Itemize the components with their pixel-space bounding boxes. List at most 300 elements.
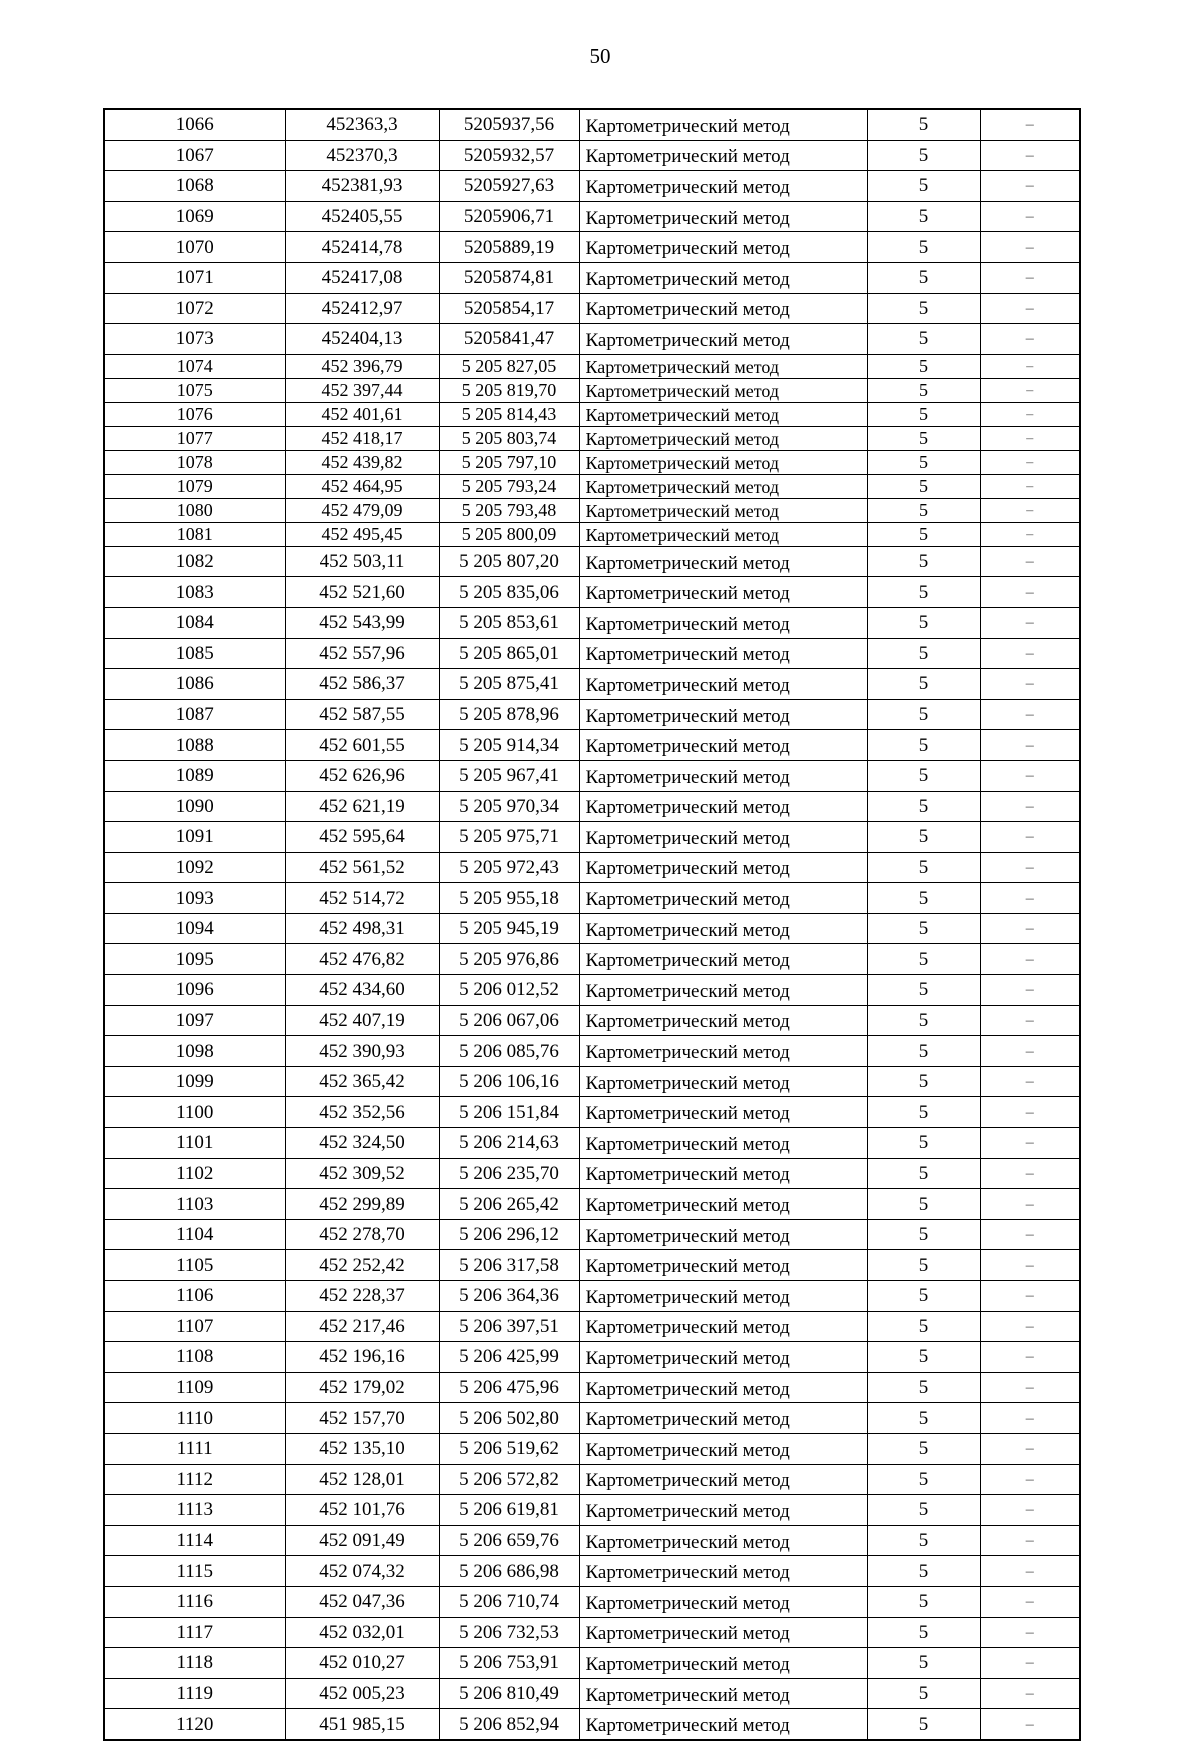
method-cell: Картометрический метод [579,1158,867,1189]
description-cell: – [980,1128,1080,1159]
point-number-cell: 1077 [104,426,285,450]
method-cell: Картометрический метод [579,1250,867,1281]
y-coordinate-cell: 5 205 803,74 [439,426,579,450]
table-row [104,1036,1080,1067]
y-coordinate-cell: 5 205 875,41 [439,669,579,700]
x-coordinate-cell: 452 299,89 [285,1189,439,1220]
y-coordinate-cell: 5 205 975,71 [439,822,579,853]
x-coordinate-cell: 452404,13 [285,324,439,355]
description-cell: – [980,1158,1080,1189]
y-coordinate-cell: 5 205 853,61 [439,607,579,638]
x-coordinate-cell: 452 365,42 [285,1066,439,1097]
method-cell: Картометрический метод [579,1311,867,1342]
x-coordinate-cell: 452 521,60 [285,577,439,608]
description-cell: – [980,498,1080,522]
point-number-cell: 1110 [104,1403,285,1434]
point-number-cell: 1073 [104,324,285,355]
precision-cell: 5 [867,1372,980,1403]
method-cell: Картометрический метод [579,1586,867,1617]
x-coordinate-cell: 452 418,17 [285,426,439,450]
table-row [104,1128,1080,1159]
precision-cell: 5 [867,1495,980,1526]
y-coordinate-cell: 5 206 085,76 [439,1036,579,1067]
description-cell: – [980,1097,1080,1128]
table-row [104,1066,1080,1097]
y-coordinate-cell: 5 206 067,06 [439,1005,579,1036]
method-cell: Картометрический метод [579,1648,867,1679]
y-coordinate-cell: 5 206 397,51 [439,1311,579,1342]
method-cell: Картометрический метод [579,944,867,975]
point-number-cell: 1066 [104,109,285,140]
method-cell: Картометрический метод [579,546,867,577]
description-cell: – [980,944,1080,975]
x-coordinate-cell: 452 074,32 [285,1556,439,1587]
point-number-cell: 1116 [104,1586,285,1617]
method-cell: Картометрический метод [579,1709,867,1740]
description-cell: – [980,1219,1080,1250]
table-row [104,1586,1080,1617]
method-cell: Картометрический метод [579,1433,867,1464]
precision-cell: 5 [867,378,980,402]
point-number-cell: 1118 [104,1648,285,1679]
point-number-cell: 1113 [104,1495,285,1526]
table-row [104,1617,1080,1648]
point-number-cell: 1075 [104,378,285,402]
precision-cell: 5 [867,1005,980,1036]
method-cell: Картометрический метод [579,730,867,761]
y-coordinate-cell: 5 205 976,86 [439,944,579,975]
method-cell: Картометрический метод [579,1036,867,1067]
x-coordinate-cell: 452 047,36 [285,1586,439,1617]
table-row [104,1556,1080,1587]
method-cell: Картометрический метод [579,1525,867,1556]
table-row [104,1158,1080,1189]
precision-cell: 5 [867,474,980,498]
y-coordinate-cell: 5205874,81 [439,262,579,293]
y-coordinate-cell: 5 206 265,42 [439,1189,579,1220]
method-cell: Картометрический метод [579,262,867,293]
table-row [104,140,1080,171]
precision-cell: 5 [867,324,980,355]
description-cell: – [980,852,1080,883]
x-coordinate-cell: 452 101,76 [285,1495,439,1526]
method-cell: Картометрический метод [579,975,867,1006]
table-row [104,944,1080,975]
method-cell: Картометрический метод [579,1128,867,1159]
x-coordinate-cell: 452 128,01 [285,1464,439,1495]
description-cell: – [980,1311,1080,1342]
method-cell: Картометрический метод [579,171,867,202]
x-coordinate-cell: 452 352,56 [285,1097,439,1128]
y-coordinate-cell: 5 205 793,24 [439,474,579,498]
description-cell: – [980,1005,1080,1036]
table-row [104,822,1080,853]
x-coordinate-cell: 452 495,45 [285,522,439,546]
point-number-cell: 1107 [104,1311,285,1342]
precision-cell: 5 [867,1281,980,1312]
description-cell: – [980,791,1080,822]
y-coordinate-cell: 5 206 502,80 [439,1403,579,1434]
description-cell: – [980,699,1080,730]
method-cell: Картометрический метод [579,669,867,700]
table-row [104,1311,1080,1342]
y-coordinate-cell: 5 205 814,43 [439,402,579,426]
precision-cell: 5 [867,546,980,577]
precision-cell: 5 [867,913,980,944]
x-coordinate-cell: 452 179,02 [285,1372,439,1403]
y-coordinate-cell: 5 206 659,76 [439,1525,579,1556]
y-coordinate-cell: 5 206 296,12 [439,1219,579,1250]
precision-cell: 5 [867,293,980,324]
description-cell: – [980,1036,1080,1067]
method-cell: Картометрический метод [579,324,867,355]
y-coordinate-cell: 5 205 793,48 [439,498,579,522]
point-number-cell: 1112 [104,1464,285,1495]
point-number-cell: 1094 [104,913,285,944]
method-cell: Картометрический метод [579,522,867,546]
table-row [104,1097,1080,1128]
x-coordinate-cell: 452 390,93 [285,1036,439,1067]
precision-cell: 5 [867,402,980,426]
method-cell: Картометрический метод [579,1678,867,1709]
x-coordinate-cell: 452 514,72 [285,883,439,914]
x-coordinate-cell: 452 626,96 [285,760,439,791]
precision-cell: 5 [867,1617,980,1648]
point-number-cell: 1114 [104,1525,285,1556]
method-cell: Картометрический метод [579,883,867,914]
method-cell: Картометрический метод [579,1005,867,1036]
point-number-cell: 1097 [104,1005,285,1036]
method-cell: Картометрический метод [579,402,867,426]
table-row [104,232,1080,263]
y-coordinate-cell: 5 205 800,09 [439,522,579,546]
table-row [104,669,1080,700]
description-cell: – [980,1464,1080,1495]
table-row [104,450,1080,474]
point-number-cell: 1082 [104,546,285,577]
x-coordinate-cell: 452 396,79 [285,354,439,378]
description-cell: – [980,1495,1080,1526]
precision-cell: 5 [867,1433,980,1464]
description-cell: – [980,822,1080,853]
point-number-cell: 1084 [104,607,285,638]
point-number-cell: 1100 [104,1097,285,1128]
precision-cell: 5 [867,975,980,1006]
point-number-cell: 1079 [104,474,285,498]
x-coordinate-cell: 452 479,09 [285,498,439,522]
precision-cell: 5 [867,1097,980,1128]
method-cell: Картометрический метод [579,607,867,638]
x-coordinate-cell: 452363,3 [285,109,439,140]
y-coordinate-cell: 5 206 425,99 [439,1342,579,1373]
table-row [104,1464,1080,1495]
table-row [104,1189,1080,1220]
point-number-cell: 1103 [104,1189,285,1220]
y-coordinate-cell: 5 205 827,05 [439,354,579,378]
x-coordinate-cell: 451 985,15 [285,1709,439,1740]
precision-cell: 5 [867,1403,980,1434]
method-cell: Картометрический метод [579,201,867,232]
description-cell: – [980,262,1080,293]
method-cell: Картометрический метод [579,1097,867,1128]
precision-cell: 5 [867,1311,980,1342]
precision-cell: 5 [867,426,980,450]
table-row [104,1342,1080,1373]
y-coordinate-cell: 5 205 945,19 [439,913,579,944]
point-number-cell: 1096 [104,975,285,1006]
precision-cell: 5 [867,354,980,378]
table-row [104,546,1080,577]
x-coordinate-cell: 452 407,19 [285,1005,439,1036]
point-number-cell: 1083 [104,577,285,608]
description-cell: – [980,1250,1080,1281]
x-coordinate-cell: 452 196,16 [285,1342,439,1373]
point-number-cell: 1085 [104,638,285,669]
y-coordinate-cell: 5 206 519,62 [439,1433,579,1464]
x-coordinate-cell: 452 621,19 [285,791,439,822]
point-number-cell: 1089 [104,760,285,791]
precision-cell: 5 [867,1464,980,1495]
point-number-cell: 1099 [104,1066,285,1097]
method-cell: Картометрический метод [579,1464,867,1495]
y-coordinate-cell: 5 205 955,18 [439,883,579,914]
point-number-cell: 1067 [104,140,285,171]
table-row [104,1372,1080,1403]
table-row [104,426,1080,450]
x-coordinate-cell: 452 498,31 [285,913,439,944]
point-number-cell: 1106 [104,1281,285,1312]
description-cell: – [980,293,1080,324]
y-coordinate-cell: 5 206 012,52 [439,975,579,1006]
method-cell: Картометрический метод [579,1342,867,1373]
point-number-cell: 1109 [104,1372,285,1403]
method-cell: Картометрический метод [579,1556,867,1587]
y-coordinate-cell: 5 205 835,06 [439,577,579,608]
y-coordinate-cell: 5 206 619,81 [439,1495,579,1526]
x-coordinate-cell: 452 557,96 [285,638,439,669]
table-row [104,474,1080,498]
precision-cell: 5 [867,1342,980,1373]
x-coordinate-cell: 452 005,23 [285,1678,439,1709]
method-cell: Картометрический метод [579,638,867,669]
coordinates-table [103,108,1081,1741]
precision-cell: 5 [867,498,980,522]
y-coordinate-cell: 5 205 914,34 [439,730,579,761]
precision-cell: 5 [867,822,980,853]
precision-cell: 5 [867,1648,980,1679]
y-coordinate-cell: 5 206 852,94 [439,1709,579,1740]
precision-cell: 5 [867,852,980,883]
description-cell: – [980,1372,1080,1403]
table-row [104,730,1080,761]
method-cell: Картометрический метод [579,450,867,474]
table-row [104,791,1080,822]
table-row [104,109,1080,140]
method-cell: Картометрический метод [579,760,867,791]
y-coordinate-cell: 5 205 797,10 [439,450,579,474]
method-cell: Картометрический метод [579,498,867,522]
description-cell: – [980,1342,1080,1373]
y-coordinate-cell: 5 206 364,36 [439,1281,579,1312]
table-row [104,324,1080,355]
description-cell: – [980,1189,1080,1220]
point-number-cell: 1086 [104,669,285,700]
x-coordinate-cell: 452 439,82 [285,450,439,474]
precision-cell: 5 [867,730,980,761]
description-cell: – [980,1433,1080,1464]
point-number-cell: 1115 [104,1556,285,1587]
point-number-cell: 1069 [104,201,285,232]
x-coordinate-cell: 452 464,95 [285,474,439,498]
table-row [104,293,1080,324]
method-cell: Картометрический метод [579,232,867,263]
x-coordinate-cell: 452 135,10 [285,1433,439,1464]
x-coordinate-cell: 452 278,70 [285,1219,439,1250]
method-cell: Картометрический метод [579,1495,867,1526]
method-cell: Картометрический метод [579,378,867,402]
method-cell: Картометрический метод [579,109,867,140]
point-number-cell: 1087 [104,699,285,730]
y-coordinate-cell: 5 206 732,53 [439,1617,579,1648]
precision-cell: 5 [867,1250,980,1281]
description-cell: – [980,730,1080,761]
point-number-cell: 1080 [104,498,285,522]
precision-cell: 5 [867,607,980,638]
table-row [104,1525,1080,1556]
precision-cell: 5 [867,522,980,546]
description-cell: – [980,1586,1080,1617]
description-cell: – [980,638,1080,669]
method-cell: Картометрический метод [579,1617,867,1648]
point-number-cell: 1104 [104,1219,285,1250]
description-cell: – [980,402,1080,426]
precision-cell: 5 [867,791,980,822]
x-coordinate-cell: 452417,08 [285,262,439,293]
point-number-cell: 1111 [104,1433,285,1464]
description-cell: – [980,522,1080,546]
x-coordinate-cell: 452 503,11 [285,546,439,577]
method-cell: Картометрический метод [579,699,867,730]
y-coordinate-cell: 5 206 475,96 [439,1372,579,1403]
method-cell: Картометрический метод [579,577,867,608]
table-row [104,201,1080,232]
precision-cell: 5 [867,669,980,700]
point-number-cell: 1092 [104,852,285,883]
point-number-cell: 1095 [104,944,285,975]
precision-cell: 5 [867,1219,980,1250]
x-coordinate-cell: 452 228,37 [285,1281,439,1312]
table-row [104,1281,1080,1312]
y-coordinate-cell: 5205932,57 [439,140,579,171]
y-coordinate-cell: 5 205 972,43 [439,852,579,883]
method-cell: Картометрический метод [579,1066,867,1097]
x-coordinate-cell: 452 157,70 [285,1403,439,1434]
method-cell: Картометрический метод [579,913,867,944]
x-coordinate-cell: 452381,93 [285,171,439,202]
method-cell: Картометрический метод [579,791,867,822]
table-row [104,1250,1080,1281]
point-number-cell: 1120 [104,1709,285,1740]
method-cell: Картометрический метод [579,1403,867,1434]
y-coordinate-cell: 5 206 686,98 [439,1556,579,1587]
table-row [104,1005,1080,1036]
point-number-cell: 1090 [104,791,285,822]
method-cell: Картометрический метод [579,1372,867,1403]
table-row [104,1219,1080,1250]
precision-cell: 5 [867,1586,980,1617]
table-row [104,638,1080,669]
precision-cell: 5 [867,944,980,975]
x-coordinate-cell: 452 252,42 [285,1250,439,1281]
y-coordinate-cell: 5 206 317,58 [439,1250,579,1281]
y-coordinate-cell: 5 205 878,96 [439,699,579,730]
y-coordinate-cell: 5 206 753,91 [439,1648,579,1679]
precision-cell: 5 [867,140,980,171]
x-coordinate-cell: 452 476,82 [285,944,439,975]
description-cell: – [980,140,1080,171]
precision-cell: 5 [867,699,980,730]
y-coordinate-cell: 5 205 967,41 [439,760,579,791]
description-cell: – [980,883,1080,914]
table-row [104,699,1080,730]
page-number: 50 [589,44,611,68]
method-cell: Картометрический метод [579,852,867,883]
x-coordinate-cell: 452 586,37 [285,669,439,700]
table-row [104,883,1080,914]
x-coordinate-cell: 452 309,52 [285,1158,439,1189]
table-row [104,1648,1080,1679]
precision-cell: 5 [867,1066,980,1097]
precision-cell: 5 [867,201,980,232]
precision-cell: 5 [867,638,980,669]
precision-cell: 5 [867,109,980,140]
precision-cell: 5 [867,1128,980,1159]
x-coordinate-cell: 452 397,44 [285,378,439,402]
table-row [104,354,1080,378]
y-coordinate-cell: 5 206 710,74 [439,1586,579,1617]
x-coordinate-cell: 452 434,60 [285,975,439,1006]
table-row [104,1495,1080,1526]
description-cell: – [980,1648,1080,1679]
precision-cell: 5 [867,262,980,293]
precision-cell: 5 [867,883,980,914]
description-cell: – [980,1678,1080,1709]
precision-cell: 5 [867,450,980,474]
description-cell: – [980,378,1080,402]
precision-cell: 5 [867,577,980,608]
point-number-cell: 1105 [104,1250,285,1281]
precision-cell: 5 [867,1525,980,1556]
table-row [104,852,1080,883]
y-coordinate-cell: 5 206 810,49 [439,1678,579,1709]
table-row [104,171,1080,202]
y-coordinate-cell: 5 205 807,20 [439,546,579,577]
description-cell: – [980,546,1080,577]
table-row [104,760,1080,791]
y-coordinate-cell: 5 206 572,82 [439,1464,579,1495]
x-coordinate-cell: 452 561,52 [285,852,439,883]
x-coordinate-cell: 452 601,55 [285,730,439,761]
description-cell: – [980,1709,1080,1740]
table-row [104,1709,1080,1740]
table-row [104,522,1080,546]
y-coordinate-cell: 5205841,47 [439,324,579,355]
x-coordinate-cell: 452405,55 [285,201,439,232]
description-cell: – [980,760,1080,791]
point-number-cell: 1074 [104,354,285,378]
y-coordinate-cell: 5 206 106,16 [439,1066,579,1097]
table-row [104,402,1080,426]
